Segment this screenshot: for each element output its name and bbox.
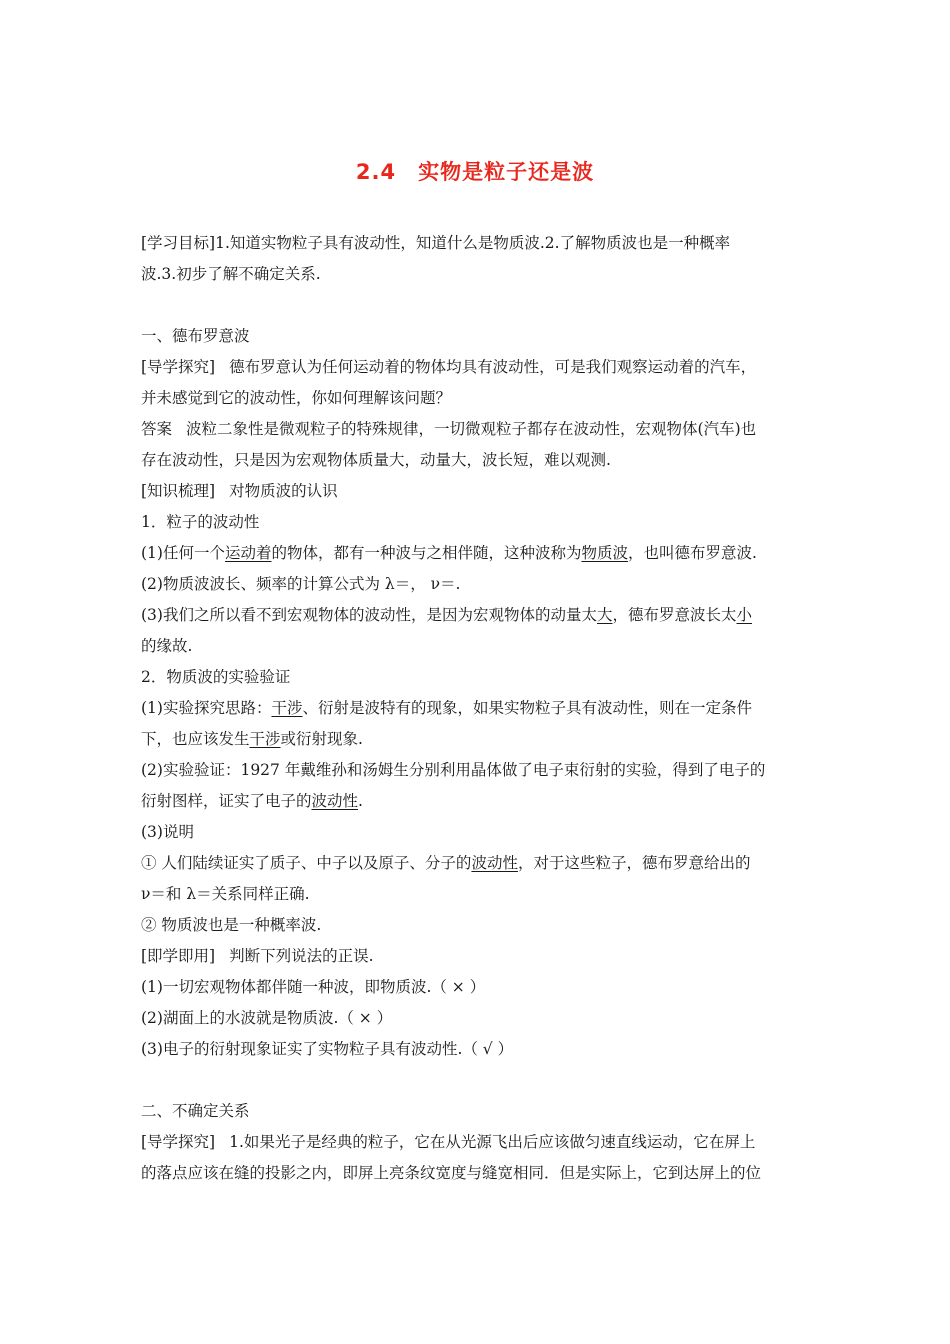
point-1-heading: 1．粒子的波动性	[141, 513, 260, 531]
point-2-3: (3)说明	[141, 823, 194, 841]
text-span: .	[358, 792, 363, 810]
point-2-1-cont	[141, 724, 811, 755]
practice-text: 判断下列说法的正误.	[229, 947, 374, 965]
point-2-heading: 2．物质波的实验验证	[141, 668, 291, 686]
point-2-1	[141, 693, 811, 724]
text-span: (1)任何一个	[141, 544, 225, 562]
document-body	[141, 228, 811, 1189]
inquiry-text: 德布罗意认为任何运动着的物体均具有波动性，可是我们观察运动着的汽车，	[229, 358, 757, 376]
note-1-cont: ν＝和 λ＝关系同样正确.	[141, 885, 310, 903]
point-2-2-cont	[141, 786, 811, 817]
answer-blank: 干涉	[271, 699, 303, 717]
text-span: 的物体，都有一种波与之相伴随，这种波称为	[271, 544, 582, 562]
learning-goal-line-2: 波.3.初步了解不确定关系.	[141, 265, 321, 283]
judgement-item-3: (3)电子的衍射现象证实了实物粒子具有波动性.（ √ ）	[141, 1040, 514, 1058]
answer-text: 波粒二象性是微观粒子的特殊规律，一切微观粒子都存在波动性，宏观物体(汽车)也	[186, 420, 757, 438]
judgement-item-1: (1)一切宏观物体都伴随一种波，即物质波.（ × ）	[141, 978, 486, 996]
answer-tag: 答案	[141, 420, 173, 438]
answer-blank: 波动性	[311, 792, 359, 810]
text-span: 或衍射现象.	[280, 730, 363, 748]
inquiry-2-line-1	[141, 1127, 811, 1158]
text-span: 衍射图样，证实了电子的	[141, 792, 312, 810]
knowledge-line	[141, 476, 811, 507]
text-span: ，对于这些粒子，德布罗意给出的	[517, 854, 751, 872]
answer-line-1	[141, 414, 811, 445]
inquiry-text: 1.如果光子是经典的粒子，它在从光源飞出后应该做匀速直线运动，它在屏上	[229, 1133, 756, 1151]
learning-goal-line-1: [学习目标]1.知道实物粒子具有波动性，知道什么是物质波.2.了解物质波也是一种概率	[141, 234, 731, 252]
text-span: ，德布罗意波长太	[612, 606, 737, 624]
text-span: ① 人们陆续证实了质子、中子以及原子、分子的	[141, 854, 472, 872]
text-span: ，也叫德布罗意波.	[628, 544, 757, 562]
point-1-3-cont: 的缘故.	[141, 637, 193, 655]
page-title: 2.4 实物是粒子还是波	[355, 160, 595, 184]
text-span: (1)实验探究思路：	[141, 699, 272, 717]
note-1	[141, 848, 811, 879]
inquiry-tag: [导学探究]	[141, 1133, 216, 1151]
answer-blank: 小	[736, 606, 753, 624]
answer-blank: 大	[596, 606, 613, 624]
inquiry-2-line-2: 的落点应该在缝的投影之内，即屏上亮条纹宽度与缝宽相同．但是实际上，它到达屏上的位	[141, 1164, 762, 1182]
point-1-1	[141, 538, 811, 569]
section-1-heading: 一、德布罗意波	[141, 327, 250, 345]
inquiry-tag: [导学探究]	[141, 358, 216, 376]
text-span: 、衍射是波特有的现象，如果实物粒子具有波动性，则在一定条件	[302, 699, 752, 717]
judgement-item-2: (2)湖面上的水波就是物质波.（ × ）	[141, 1009, 393, 1027]
knowledge-tag: [知识梳理]	[141, 482, 216, 500]
inquiry-line-1	[141, 352, 811, 383]
practice-tag: [即学即用]	[141, 947, 216, 965]
answer-blank: 物质波	[581, 544, 629, 562]
text-span: 下，也应该发生	[141, 730, 250, 748]
point-2-2: (2)实验验证：1927 年戴维孙和汤姆生分别利用晶体做了电子束衍射的实验，得到了电子的	[141, 761, 766, 779]
answer-line-2: 存在波动性，只是因为宏观物体质量大，动量大，波长短，难以观测.	[141, 451, 611, 469]
point-1-3	[141, 600, 811, 631]
knowledge-text: 对物质波的认识	[229, 482, 338, 500]
note-2: ② 物质波也是一种概率波.	[141, 916, 322, 934]
answer-blank: 波动性	[471, 854, 518, 872]
text-span: (3)我们之所以看不到宏观物体的波动性，是因为宏观物体的动量太	[141, 606, 597, 624]
section-2-heading: 二、不确定关系	[141, 1102, 250, 1120]
point-1-2: (2)物质波波长、频率的计算公式为 λ＝， ν＝.	[141, 575, 461, 593]
inquiry-line-2: 并未感觉到它的波动性，你如何理解该问题？	[141, 389, 452, 407]
answer-blank: 干涉	[249, 730, 281, 748]
answer-blank: 运动着	[224, 544, 272, 562]
practice-line	[141, 941, 811, 972]
